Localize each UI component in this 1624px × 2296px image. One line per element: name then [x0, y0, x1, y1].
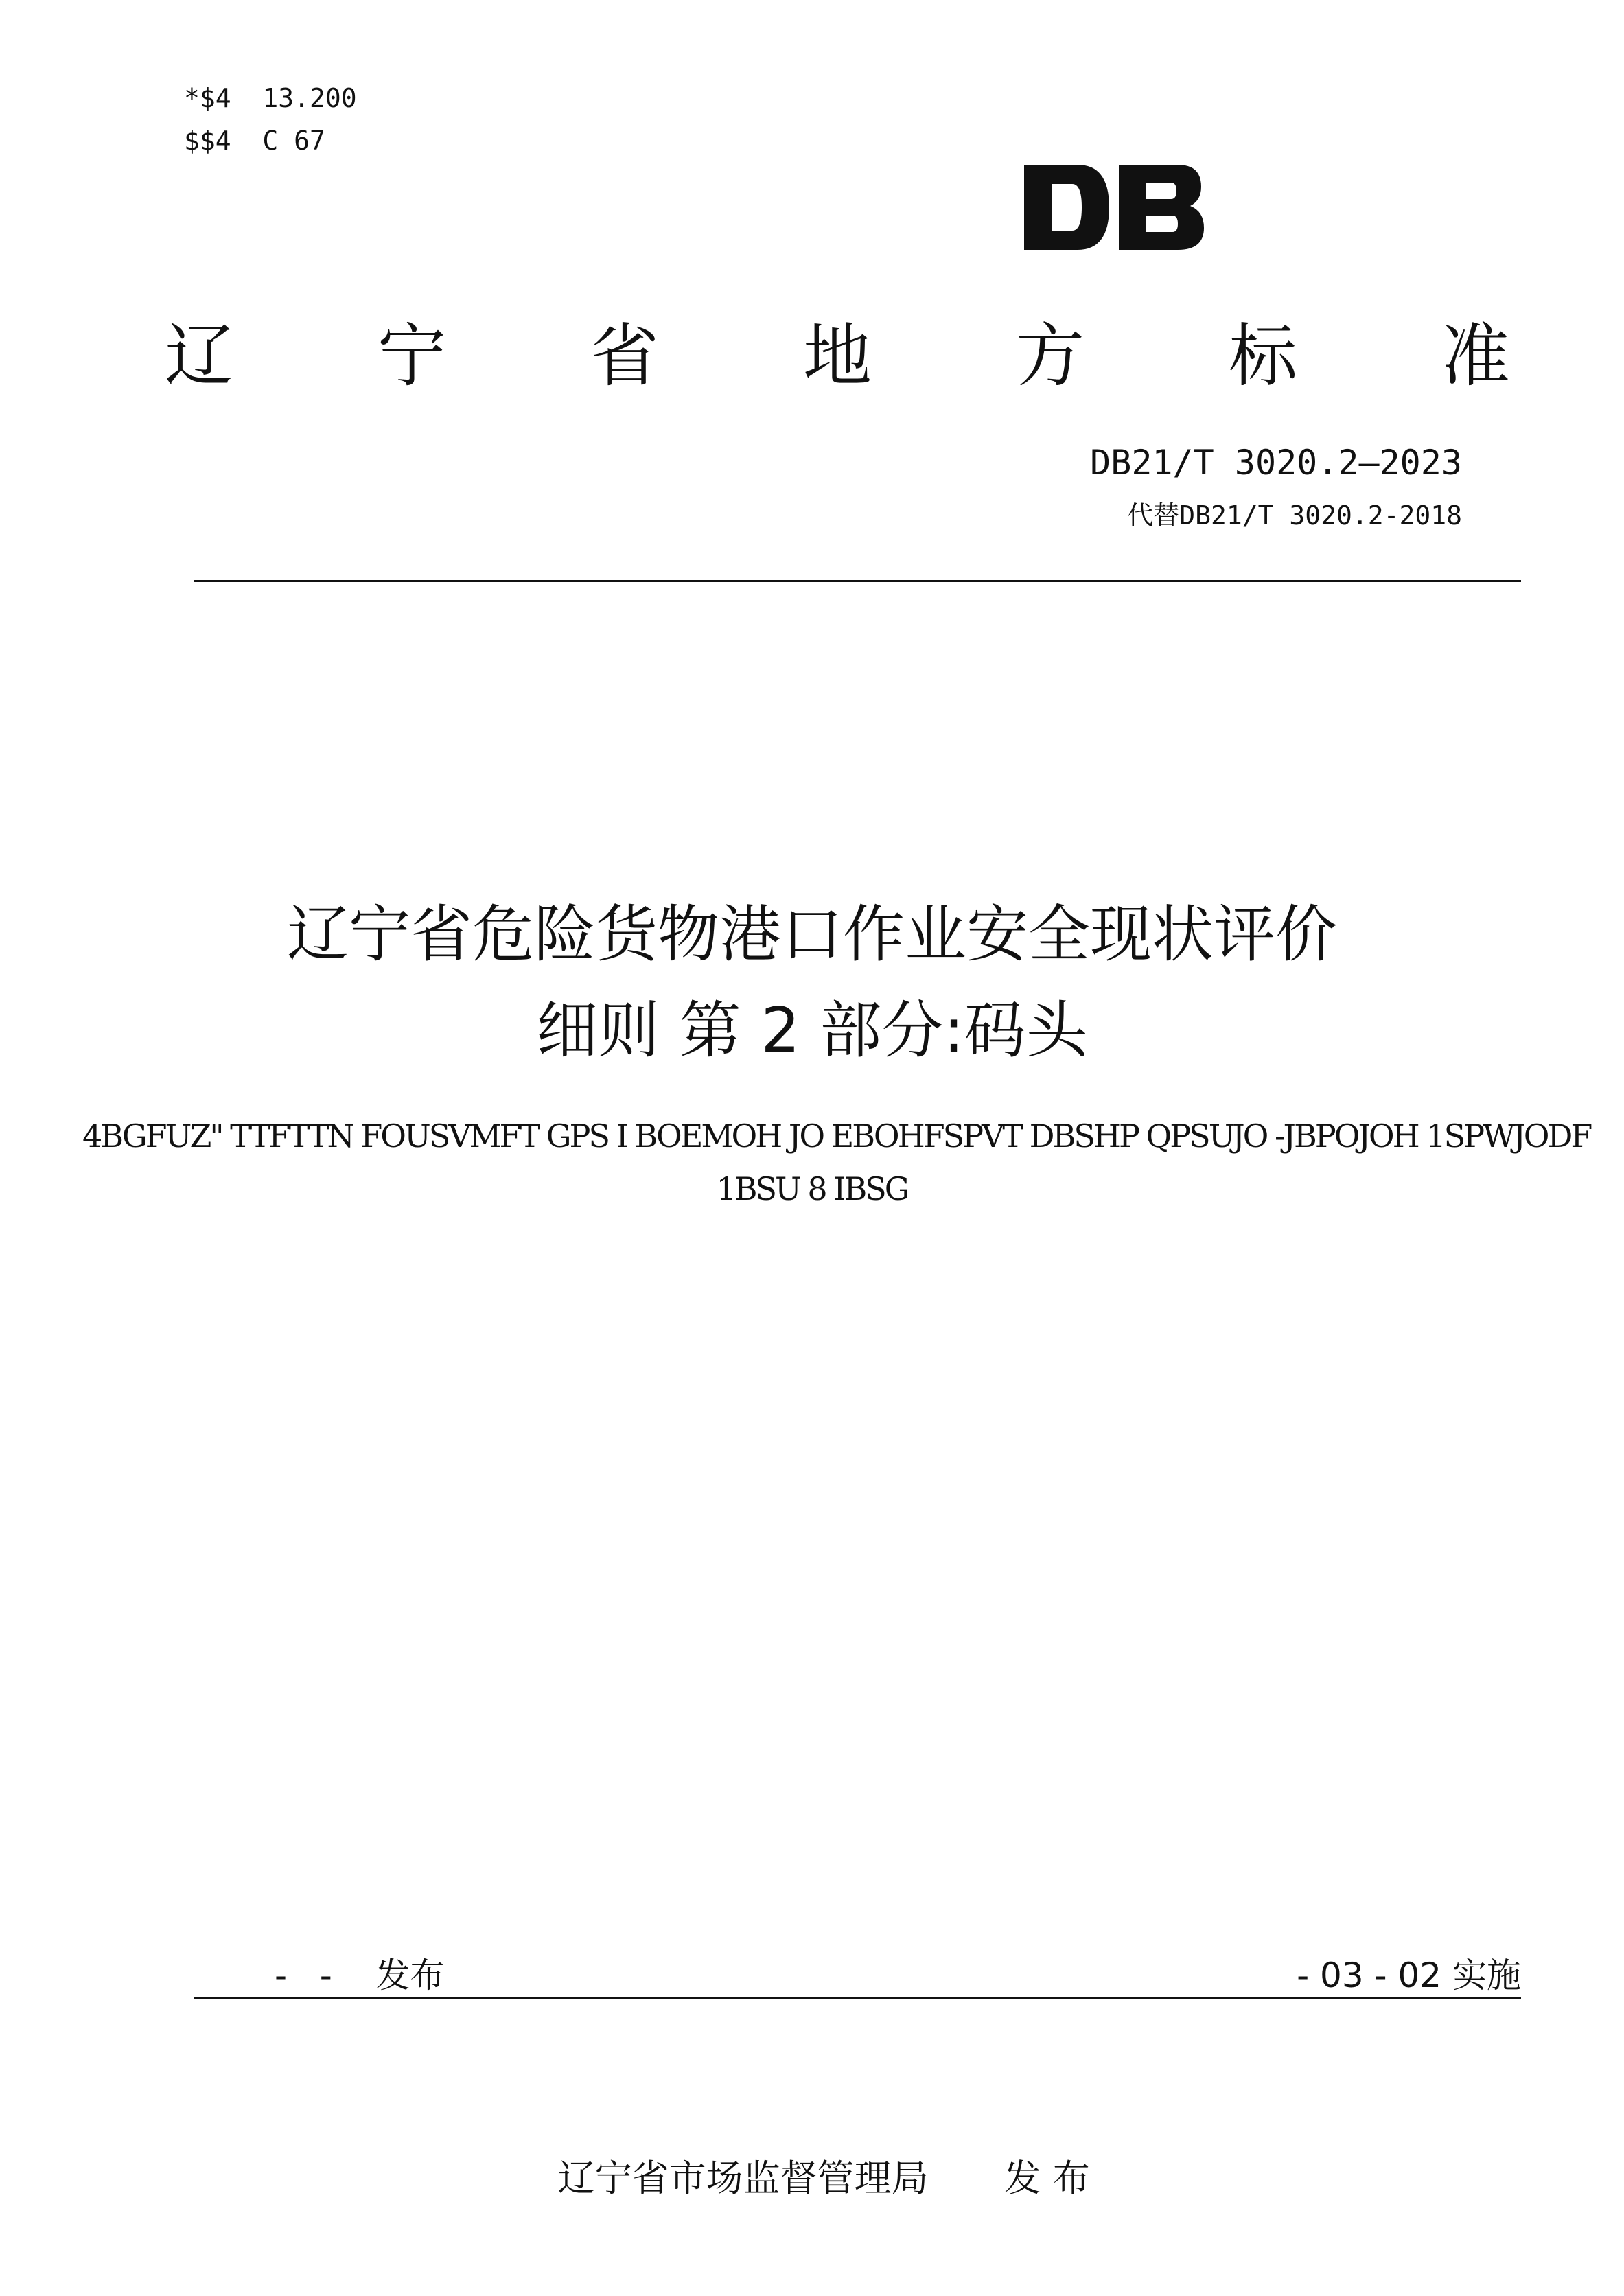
- issuer-action: 发 布: [1004, 2157, 1090, 2200]
- standard-number: DB21/T 3020.2—2023: [1090, 443, 1462, 483]
- standard-type-char: 省: [590, 316, 659, 396]
- standard-type-char: 方: [1016, 316, 1084, 396]
- english-title-line-1: 4BGFUZ" TTFTTN FOUSVMFT GPS I BOEMOH JO EBOHFSPVT DBSHP QPSUJO -JBPOJOH 1SPWJODF: [82, 1117, 1591, 1155]
- standard-type-char: 地: [803, 316, 872, 396]
- title-line-2: 细则 第 2 部分:码头: [536, 995, 1088, 1067]
- ics-code: *$4 13.200: [184, 83, 357, 113]
- bottom-divider: [194, 1997, 1521, 1999]
- publish-date: - - 发布: [275, 1956, 445, 1995]
- standard-type-char: 宁: [378, 316, 446, 396]
- english-title-line-2: 1BSU 8 IBSG: [716, 1170, 908, 1207]
- title-line-1: 辽宁省危险货物港口作业安全现状评价: [287, 898, 1337, 971]
- top-divider: [194, 580, 1521, 582]
- replaces-standard: 代替DB21/T 3020.2-2018: [1127, 500, 1462, 531]
- issuer-name: 辽宁省市场监督管理局: [557, 2157, 929, 2200]
- standard-type-heading: [165, 302, 1510, 398]
- standard-type-char: 准: [1441, 316, 1510, 396]
- ccs-code: $$4 C 67: [184, 126, 325, 156]
- standard-type-char: 标: [1229, 316, 1297, 396]
- classification-codes: [184, 77, 357, 162]
- db-logo: [1021, 163, 1207, 251]
- issuer-line: [0, 2106, 1624, 2202]
- standard-type-char: 辽: [165, 316, 233, 396]
- implement-date: - 03 - 02 实施: [1297, 1956, 1521, 1995]
